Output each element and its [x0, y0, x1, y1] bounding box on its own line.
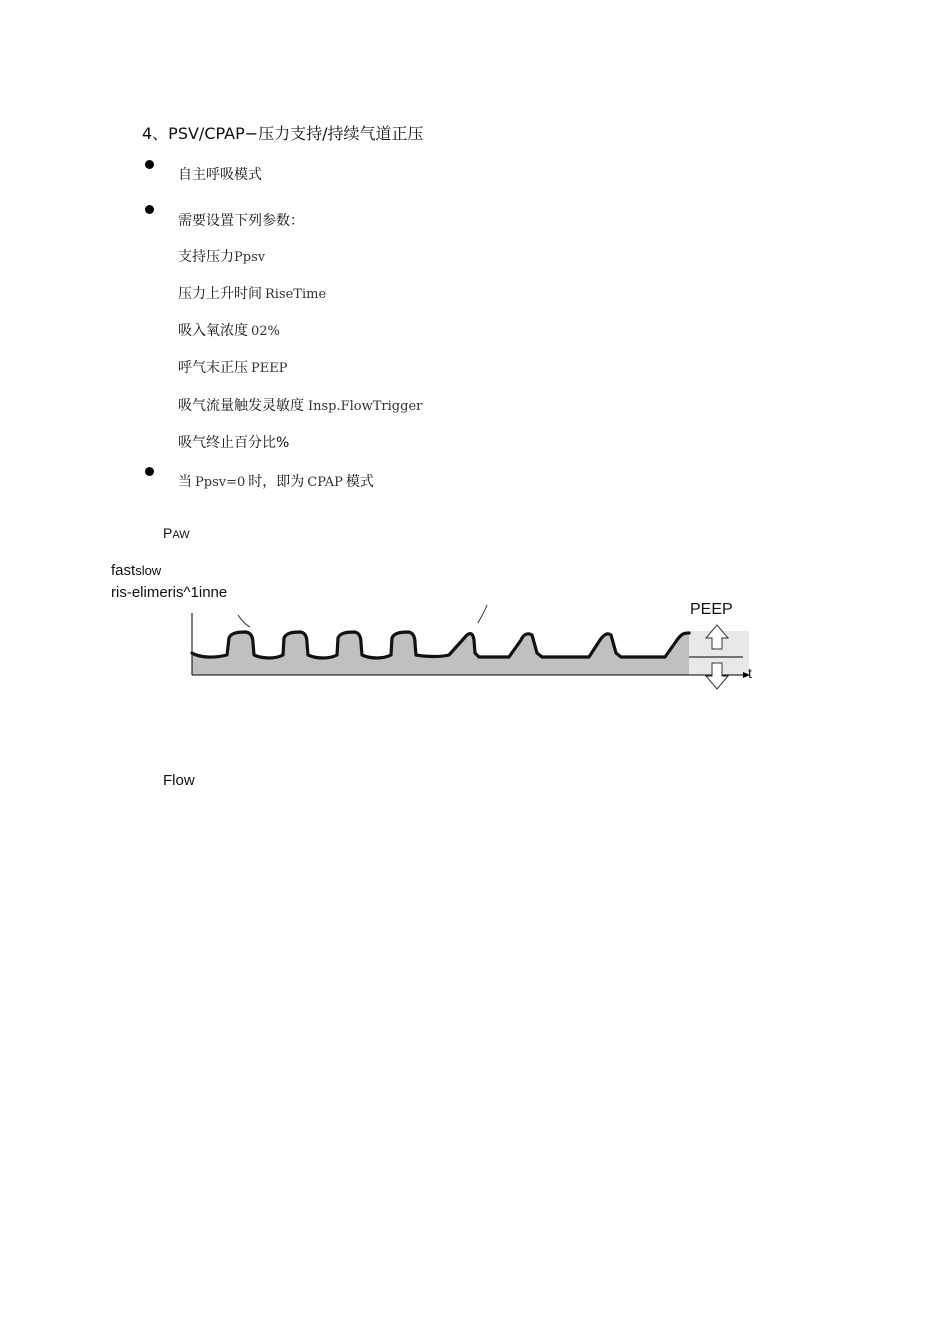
bullet-icon — [145, 205, 154, 214]
param-cn: 呼气末正压 — [178, 360, 248, 376]
param-cn: 吸气流量触发灵敏度 — [178, 398, 304, 414]
param-code: Ppsv — [234, 250, 266, 265]
bullet-cpap-note — [178, 471, 374, 491]
param-cn: 吸气终止百分比% — [178, 435, 290, 451]
flow-label: Flow — [163, 772, 195, 789]
param-rise-time — [178, 283, 326, 303]
cpap-note-mode: CPAP — [307, 475, 343, 490]
rise-time-label: ris-elimeris^1inne — [111, 584, 228, 601]
paw-waveform-chart — [105, 595, 765, 700]
fast-slow-label — [111, 562, 161, 579]
slow-label: slow — [135, 563, 162, 578]
cpap-note-text: 当 — [178, 474, 192, 490]
paw-label-sub: AW — [172, 529, 190, 541]
cpap-note-text: 时，即为 — [248, 474, 305, 490]
bullet-spontaneous-mode: 自主呼吸模式 — [178, 167, 262, 183]
param-code: PEEP — [251, 361, 288, 376]
bullet-icon — [145, 467, 154, 476]
param-cn: 支持压力 — [178, 249, 234, 265]
param-flow-trigger — [178, 395, 422, 415]
param-oxygen-concentration — [178, 320, 280, 340]
param-cn: 吸入氧浓度 — [178, 323, 248, 339]
t-axis-label: t — [748, 665, 752, 681]
waveform-fill — [192, 632, 689, 675]
cpap-note-code: Ppsv=0 — [195, 475, 246, 490]
param-peep — [178, 357, 287, 377]
param-code: Insp.FlowTrigger — [308, 399, 423, 414]
slow-rise-pointer — [478, 605, 487, 623]
paw-label-p: P — [163, 525, 173, 541]
param-expiratory-trigger — [178, 432, 289, 452]
param-code: 02% — [251, 324, 280, 339]
paw-label — [163, 525, 190, 541]
param-code: RiseTime — [265, 287, 327, 302]
section-heading: 4、PSV/CPAP−压力支持/持续气道正压 — [142, 124, 424, 143]
bullet-parameters-heading: 需要设置下列参数： — [178, 213, 304, 229]
bullet-icon — [145, 160, 154, 169]
cpap-note-text: 模式 — [345, 474, 374, 490]
param-cn: 压力上升时间 — [178, 286, 262, 302]
param-support-pressure — [178, 246, 265, 266]
peep-label: PEEP — [690, 601, 733, 618]
fast-label: fast — [111, 562, 136, 579]
fast-rise-pointer — [238, 615, 250, 627]
